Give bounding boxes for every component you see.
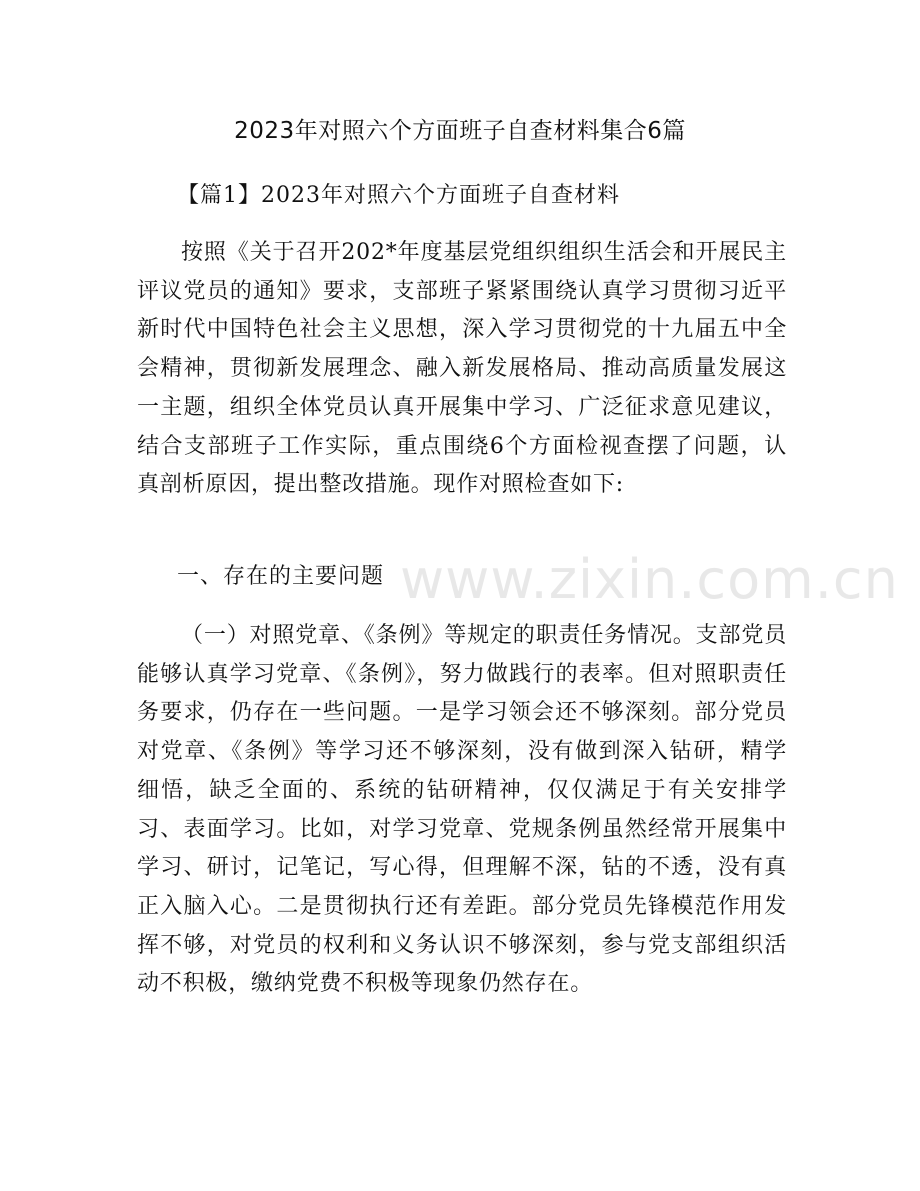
paragraph-one: （一）对照党章、《条例》等规定的职责任务情况。支部党员能够认真学习党章、《条例》，努力做践行的表率。但对照职责任务要求，仍存在一些问题。一是学习领会还不够深刻。部分党员对党章、《条例》等学习还不够深刻，没有做到深入钻研，精学细悟，缺乏全面的、系统的钻研精神，仅仅满足于有关安排学习、表面学习。比如，对学习党章、党规条例虽然经常开展集中学习、研讨，记笔记，写心得，但理解不深，钻的不透，没有真正入脑入心。二是贯彻执行还有差距。部分党员先锋模范作用发挥不够，对党员的权利和义务认识不够深刻，参与党支部组织活动不积极，缴纳党费不积极等现象仍然存在。 — [137, 623, 787, 997]
document-title: 2023年对照六个方面班子自查材料集合6篇 — [234, 118, 686, 144]
sub-heading: 一、存在的主要问题 — [177, 564, 385, 589]
intro-paragraph: 按照《关于召开202*年度基层党组织组织生活会和开展民主评议党员的通知》要求，支部班子紧紧围绕认真学习贯彻习近平新时代中国特色社会主义思想，深入学习贯彻党的十九届五中全会精神，贯彻新发展理念、融入新发展格局、推动高质量发展这一主题，组织全体党员认真开展集中学习、广泛征求意见建议，结合支部班子工作实际，重点围绕6个方面检视查摆了问题，认真剖析原因，提出整改措施。现作对照检查如下: — [137, 240, 787, 498]
section-heading: 【篇1】2023年对照六个方面班子自查材料 — [177, 183, 620, 208]
watermark: www.zixin.com.cn — [400, 548, 899, 611]
